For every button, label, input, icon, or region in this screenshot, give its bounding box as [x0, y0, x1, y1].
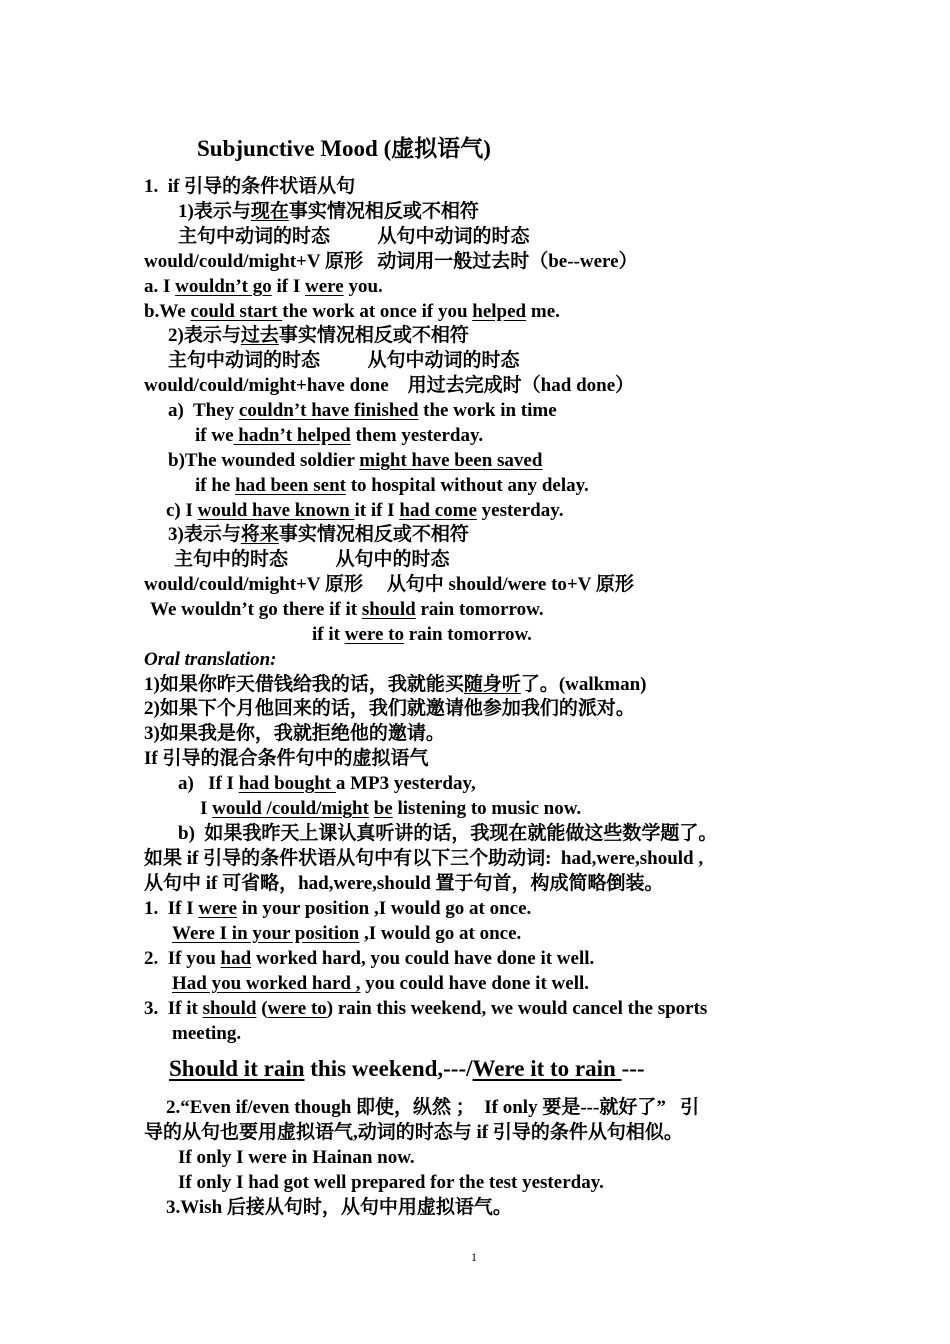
text-segment: to hospital without any delay.: [345, 475, 589, 496]
text-line: [144, 946, 594, 971]
text-segment: b) 如果我昨天上课认真听讲的话，我现在就能做这些数学题了。: [178, 823, 718, 844]
text-segment: Subjunctive Mood (虚拟语气): [197, 136, 491, 161]
text-line: [144, 896, 531, 921]
text-segment: it if I: [354, 500, 400, 521]
text-segment: a MP3 yesterday,: [335, 773, 476, 794]
text-line: [144, 846, 703, 871]
underlined-text: were: [198, 898, 238, 919]
text-line: [144, 672, 646, 697]
text-line: [200, 796, 581, 821]
underlined-text: were to: [267, 998, 327, 1019]
underlined-text: Were I in your position: [172, 923, 360, 944]
text-segment: 导的从句也要用虚拟语气,动词的时态与 if 引导的条件从句相似。: [144, 1122, 683, 1143]
text-line: [144, 746, 428, 771]
page-title: [197, 136, 491, 161]
text-line: [144, 721, 445, 746]
text-line: [166, 1095, 699, 1120]
underlined-text: should: [202, 998, 257, 1019]
text-segment: them yesterday.: [350, 425, 484, 446]
text-segment: would/could/might+V 原形 动词用一般过去时（be--were）: [144, 251, 638, 272]
text-segment: if he: [195, 475, 236, 496]
text-segment: c) I: [166, 500, 198, 521]
text-line: [144, 572, 634, 597]
underlined-text: could start: [190, 301, 283, 322]
text-line: [144, 174, 355, 199]
text-segment: 如果 if 引导的条件状语从句中有以下三个助动词: had,were,should ,: [144, 848, 704, 869]
text-segment: 2)如果下个月他回来的话，我们就邀请他参加我们的派对。: [144, 698, 635, 719]
text-segment: you.: [343, 276, 383, 297]
text-segment: ---: [621, 1056, 645, 1081]
text-segment: 主句中的时态 从句中的时态: [174, 549, 450, 570]
text-segment: 3)表示与: [168, 524, 241, 545]
text-segment: me.: [526, 301, 560, 322]
text-segment: you could have done it well.: [360, 973, 590, 994]
text-line: [168, 323, 469, 348]
underlined-text: 过去: [240, 325, 279, 346]
text-segment: ) rain this weekend, we would cancel the sports: [326, 998, 708, 1019]
text-segment: if I: [271, 276, 306, 297]
text-segment: If only I were in Hainan now.: [178, 1147, 415, 1168]
text-line: [178, 1145, 415, 1170]
underlined-text: had bought: [238, 773, 336, 794]
text-segment: 2)表示与: [168, 325, 241, 346]
text-line: [168, 348, 520, 373]
text-segment: 事实情况相反或不相符: [278, 325, 469, 346]
text-segment: in your position ,I would go at once.: [237, 898, 532, 919]
text-line: [178, 199, 479, 224]
underlined-text: would /could/might: [212, 798, 369, 819]
text-segment: 主句中动词的时态 从句中动词的时态: [178, 226, 530, 247]
text-segment: rain tomorrow.: [403, 624, 532, 645]
text-line: [178, 771, 476, 796]
underlined-text: 现在: [250, 201, 289, 222]
underlined-text: Had you worked hard ,: [172, 973, 361, 994]
text-line: [144, 249, 638, 274]
text-segment: 从句中 if 可省略，had,were,should 置于句首，构成简略倒装。: [144, 873, 664, 894]
text-segment: would/could/might+V 原形 从句中 should/were to+V 原形: [144, 574, 634, 595]
text-segment: If 引导的混合条件句中的虚拟语气: [144, 748, 429, 769]
underlined-text: be: [373, 798, 393, 819]
text-segment: the work in time: [418, 400, 557, 421]
text-line: [168, 448, 542, 473]
text-line: [144, 373, 634, 398]
underlined-text: 随身听: [463, 674, 521, 695]
underlined-text: might have been saved: [359, 450, 543, 471]
text-line: [144, 647, 277, 672]
underlined-text: Were it to rain: [472, 1056, 622, 1081]
text-segment: meeting.: [172, 1023, 242, 1044]
text-segment: this weekend,---/: [304, 1056, 473, 1081]
text-line: [172, 921, 521, 946]
text-segment: ,I would go at once.: [359, 923, 522, 944]
text-segment: b.We: [144, 301, 191, 322]
underlined-text: had been sent: [235, 475, 346, 496]
text-segment: 事实情况相反或不相符: [278, 524, 469, 545]
text-line: [144, 996, 707, 1021]
text-segment: a) They: [168, 400, 239, 421]
underlined-text: 将来: [240, 524, 279, 545]
underlined-text: couldn’t have finished: [238, 400, 419, 421]
text-line: [178, 1170, 604, 1195]
text-line: [312, 622, 532, 647]
text-segment: would/could/might+have done 用过去完成时（had done）: [144, 375, 635, 396]
text-segment: 2.“Even if/even though 即使，纵然 ； If only 要是---就好了” 引: [166, 1097, 700, 1118]
text-line: [172, 1021, 241, 1046]
text-segment: Oral translation:: [144, 649, 277, 670]
underlined-text: Should it rain: [169, 1056, 305, 1081]
text-segment: the work at once if you: [282, 301, 473, 322]
text-segment: (: [256, 998, 268, 1019]
text-line: [174, 547, 450, 572]
text-segment: 主句中动词的时态 从句中动词的时态: [168, 350, 520, 371]
text-line: [144, 871, 664, 896]
text-line: [166, 1195, 512, 1220]
text-segment: We wouldn’t go there if it: [150, 599, 362, 620]
text-segment: yesterday.: [476, 500, 564, 521]
text-line: [169, 1056, 645, 1081]
underlined-text: would have known: [197, 500, 355, 521]
underlined-text: were to: [344, 624, 404, 645]
text-line: [166, 498, 563, 523]
underlined-text: hadn’t helped: [233, 425, 351, 446]
text-segment: listening to music now.: [392, 798, 582, 819]
text-segment: If only I had got well prepared for the test yesterday.: [178, 1172, 604, 1193]
text-segment: I: [200, 798, 213, 819]
text-line: [195, 423, 483, 448]
text-line: [144, 696, 635, 721]
text-segment: 3)如果我是你，我就拒绝他的邀请。: [144, 723, 445, 744]
text-line: [144, 1120, 683, 1145]
text-line: [144, 299, 560, 324]
text-line: [172, 971, 589, 996]
text-segment: 1. if 引导的条件状语从句: [144, 176, 356, 197]
underlined-text: had: [220, 948, 252, 969]
text-segment: 3.Wish 后接从句时，从句中用虚拟语气。: [166, 1197, 512, 1218]
text-line: [144, 274, 383, 299]
text-segment: b)The wounded soldier: [168, 450, 360, 471]
text-segment: rain tomorrow.: [415, 599, 544, 620]
text-line: [195, 473, 589, 498]
underlined-text: wouldn’t go: [175, 276, 272, 297]
underlined-text: should: [361, 599, 416, 620]
underlined-text: had come: [399, 500, 477, 521]
text-segment: 事实情况相反或不相符: [288, 201, 479, 222]
page-number: 1: [471, 1250, 477, 1264]
text-segment: 3. If it: [144, 998, 203, 1019]
text-line: [178, 821, 717, 846]
text-segment: 2. If you: [144, 948, 221, 969]
text-segment: a. I: [144, 276, 176, 297]
text-segment: worked hard, you could have done it well.: [251, 948, 595, 969]
text-segment: 1)如果你昨天借钱给我的话，我就能买: [144, 674, 464, 695]
text-segment: 1. If I: [144, 898, 199, 919]
text-segment: 1)表示与: [178, 201, 251, 222]
text-line: [150, 597, 544, 622]
underlined-text: helped: [472, 301, 527, 322]
text-line: [168, 522, 469, 547]
text-segment: if we: [195, 425, 234, 446]
text-line: [178, 224, 530, 249]
text-line: [168, 398, 557, 423]
text-segment: a) If I: [178, 773, 239, 794]
text-segment: if it: [312, 624, 345, 645]
text-segment: 了。(walkman): [520, 674, 647, 695]
underlined-text: were: [305, 276, 344, 297]
